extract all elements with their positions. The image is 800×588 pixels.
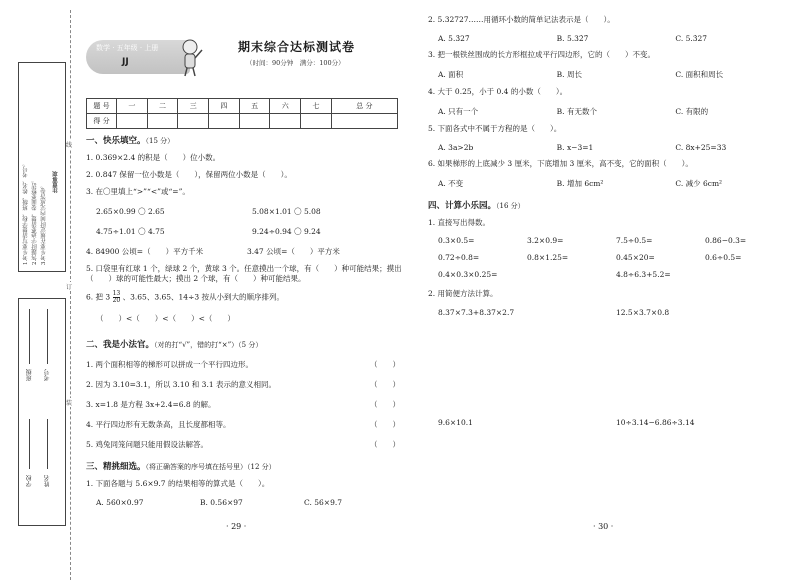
judge-text: 1. 两个面积相等的梯形可以拼成一个平行四边形。 (86, 360, 254, 369)
calc-item[interactable]: 0.8×1.25= (527, 253, 569, 262)
school-line[interactable] (29, 419, 30, 469)
option[interactable]: A. 560×0.97 (96, 498, 144, 507)
option[interactable]: B. 增加 6cm² (556, 179, 604, 188)
calc-item[interactable]: 4.8÷6.3+5.2= (616, 270, 671, 279)
judge-item (86, 419, 408, 430)
score-cell: 总 分 (331, 99, 397, 114)
compare-item[interactable]: 5.08×1.01 〇 5.08 (252, 207, 321, 216)
compare-row (86, 206, 408, 217)
exam-title: 期末综合达标测试卷 (238, 40, 356, 54)
judge-blank[interactable]: （ ） (370, 400, 400, 409)
calc-problem: 8.37×7.3+8.37×2.7 (438, 308, 515, 317)
judge-item (86, 379, 408, 390)
section-heading (86, 338, 408, 350)
note-line: 2.答题时字迹要清楚，卷面要整洁。 (32, 177, 38, 265)
score-header-row (87, 99, 398, 114)
edition-label: JJ (122, 57, 129, 67)
notes-box (18, 62, 66, 272)
question: 3. 在〇里填上“>”“<”或“=”。 (86, 187, 190, 196)
options-row (428, 143, 794, 152)
score-input[interactable] (209, 114, 240, 129)
option[interactable]: A. 只有一个 (438, 107, 479, 116)
score-label: 得 分 (87, 114, 117, 129)
note-line: 1.考生要写清楚学校、班级、姓名、考号。 (23, 160, 29, 265)
options-row (428, 178, 794, 189)
note-line: 3.考生要在规定时间内完成答卷。 (41, 182, 47, 265)
oral-calc-grid (428, 253, 794, 262)
compare-item[interactable]: 2.65×0.99 〇 2.65 (96, 207, 165, 216)
school-label: 学校 (26, 475, 33, 487)
page-number: · 30 · (593, 522, 614, 531)
cut-mark: 订 (66, 284, 73, 291)
calc-row (428, 308, 794, 317)
cut-mark: 线 (66, 142, 73, 149)
question: 1. 0.369×2.4 的积是（ ）位小数。 (86, 153, 221, 162)
option[interactable]: C. 8x+25=33 (675, 143, 727, 152)
exam-subtitle: （时间：90分钟 满分：100分） (246, 59, 345, 67)
option[interactable]: B. 5.32̇7̇ (556, 34, 589, 43)
option[interactable]: A. 5.3̇27̇ (438, 34, 470, 43)
judge-item (86, 439, 408, 450)
option[interactable]: B. 周长 (556, 70, 582, 79)
score-cell: 四 (209, 99, 240, 114)
question: 2. 用简便方法计算。 (428, 289, 498, 298)
class-label: 班级 (26, 369, 33, 381)
class-line[interactable] (29, 309, 30, 364)
calc-problem: 12.5×3.7×0.8 (616, 308, 670, 317)
mascot-icon (176, 38, 204, 78)
option[interactable]: C. 减少 6cm² (675, 179, 723, 188)
score-input[interactable] (178, 114, 209, 129)
score-table (86, 98, 398, 129)
section-note: （将正确答案的序号填在括号里）（12 分） (145, 463, 276, 471)
calc-item[interactable]: 0.4×0.3×0.25= (438, 270, 498, 279)
calc-item[interactable]: 0.6÷0.5= (705, 253, 742, 262)
score-cell: 三 (178, 99, 209, 114)
section-heading (428, 199, 794, 211)
student-info-box (18, 298, 66, 526)
question: 1. 下面各题与 5.6×9.7 的结果相等的算式是（ ）。 (86, 479, 270, 488)
option[interactable]: A. 不变 (438, 179, 464, 188)
calc-item[interactable]: 3.2×0.9= (527, 236, 564, 245)
options-row (428, 106, 794, 117)
calc-item[interactable]: 0.72÷0.8= (438, 253, 480, 262)
binding-strip (0, 0, 78, 588)
name-label: 姓名 (44, 475, 51, 487)
subject-label: 数学 · 五年级 · 上册 (96, 44, 159, 52)
page-29 (86, 38, 408, 531)
score-input[interactable] (117, 114, 148, 129)
judge-blank[interactable]: （ ） (370, 360, 400, 369)
option[interactable]: A. 3a>2b (438, 143, 474, 152)
score-cell: 五 (239, 99, 270, 114)
score-cell: 二 (147, 99, 178, 114)
calc-row (428, 418, 794, 427)
calc-problem: 10÷3.14−6.86÷3.14 (616, 418, 695, 427)
compare-row (86, 226, 408, 237)
compare-item[interactable]: 9.24÷0.94 〇 9.24 (252, 227, 321, 236)
exam-no-line[interactable] (47, 309, 48, 364)
question: 5. 口袋里有红球 1 个，绿球 2 个，黄球 3 个。任意摸出一个球，有（ ）种可能结果；摸出（ ）球的可能性最大；摸出 2 个球，有（ ）种可能结果。 (86, 264, 402, 283)
fraction-numerator: 13 (112, 290, 121, 297)
question: 1. 直接写出得数。 (428, 218, 491, 227)
judge-item (86, 399, 408, 410)
option[interactable]: B. 0.56×97 (200, 498, 243, 507)
note-label: 注意事项 (53, 171, 59, 193)
subject-banner (86, 40, 190, 74)
judge-text: 4. 平行四边形有无数条高，且长度都相等。 (86, 420, 231, 429)
options-row (86, 498, 408, 507)
exam-header (86, 38, 408, 88)
fraction-denominator: 20 (112, 297, 121, 304)
option[interactable]: C. 56×9.7 (304, 498, 342, 507)
question: 4. 84900 公顷=（ ）平方千米 (86, 247, 204, 256)
option[interactable]: B. 有无数个 (556, 107, 597, 116)
section-heading (86, 134, 408, 146)
page-number: · 29 · (226, 522, 247, 531)
section-title: 三、精挑细选。 (86, 462, 146, 472)
score-input[interactable] (270, 114, 301, 129)
exam-no-label: 考号 (44, 369, 51, 381)
q6-fraction (113, 291, 121, 304)
conversion-row (86, 246, 408, 257)
judge-text: 5. 鸡兔同笼问题只能用假设法解答。 (86, 440, 209, 449)
oral-calc-grid (428, 236, 794, 245)
judge-text: 2. 因为 3.10=3.1，所以 3.10 和 3.1 表示的意义相同。 (86, 380, 276, 389)
score-row (87, 114, 398, 129)
question: 2. 5.32727……用循环小数的简单记法表示是（ ）。 (428, 15, 615, 24)
section-title: 四、计算小乐园。 (428, 201, 497, 211)
option[interactable]: A. 面积 (438, 70, 464, 79)
name-line[interactable] (47, 419, 48, 469)
order-answer[interactable]: （ ）<（ ）<（ ）<（ ） (96, 314, 235, 323)
section-heading (86, 460, 408, 472)
question: 5. 下面各式中不属于方程的是（ ）。 (428, 124, 562, 133)
page-30 (428, 8, 794, 531)
judge-text: 3. x=1.8 是方程 3x+2.4=6.8 的解。 (86, 400, 216, 409)
calc-problem: 9.6×10.1 (438, 418, 473, 427)
score-input[interactable] (147, 114, 178, 129)
score-cell: 题 号 (87, 99, 117, 114)
judge-blank[interactable]: （ ） (370, 440, 400, 449)
option[interactable]: C. 5.3̇27̇ (675, 34, 708, 43)
options-row (428, 69, 794, 80)
options-row (428, 34, 794, 43)
compare-item[interactable]: 4.75÷1.01 〇 4.75 (96, 227, 165, 236)
section-note: （对的打“√”，错的打“×”）（5 分） (154, 341, 263, 349)
calc-item[interactable]: 7.5÷0.5= (616, 236, 653, 245)
calc-item[interactable]: 0.45×20= (616, 253, 655, 262)
option[interactable]: C. 面积和周长 (675, 70, 724, 79)
cut-line (70, 10, 71, 580)
question: 2. 0.847 保留一位小数是（ ），保留两位小数是（ ）。 (86, 170, 292, 179)
question: 3.47 公顷=（ ）平方米 (247, 247, 340, 256)
option[interactable]: B. x−3=1 (556, 143, 594, 152)
section-title: 一、快乐填空。 (86, 136, 146, 146)
question-6 (86, 291, 408, 304)
score-cell: 一 (117, 99, 148, 114)
q6-prefix: 6. 把 3 (86, 292, 111, 302)
question: 6. 如果梯形的上底减少 3 厘米，下底增加 3 厘米，高不变，它的面积（ ）。 (428, 159, 693, 168)
judge-blank[interactable]: （ ） (370, 380, 400, 389)
oral-calc-grid (428, 270, 794, 279)
judge-item (86, 359, 408, 370)
left-content (86, 130, 408, 507)
section-title: 二、我是小法官。 (86, 340, 155, 350)
score-cell: 六 (270, 99, 301, 114)
score-cell: 七 (301, 99, 332, 114)
calc-item[interactable]: 0.86−0.3= (705, 236, 747, 245)
section-note: （15 分） (145, 137, 175, 145)
question: 4. 大于 0.25，小于 0.4 的小数（ ）。 (428, 87, 568, 96)
section-note: （16 分） (496, 202, 525, 210)
calc-item[interactable]: 0.3×0.5= (438, 236, 475, 245)
cut-mark: 装 (66, 400, 73, 407)
work-space[interactable] (428, 317, 794, 409)
judge-blank[interactable]: （ ） (370, 420, 400, 429)
score-input[interactable] (331, 114, 397, 129)
q6-suffix: 、3.65、3.65、14÷3 按从小到大的顺序排列。 (122, 292, 285, 302)
question: 3. 把一根铁丝围成的长方形框拉成平行四边形，它的（ ）不变。 (428, 50, 656, 59)
option[interactable]: C. 有限的 (675, 107, 709, 116)
score-input[interactable] (239, 114, 270, 129)
score-input[interactable] (301, 114, 332, 129)
